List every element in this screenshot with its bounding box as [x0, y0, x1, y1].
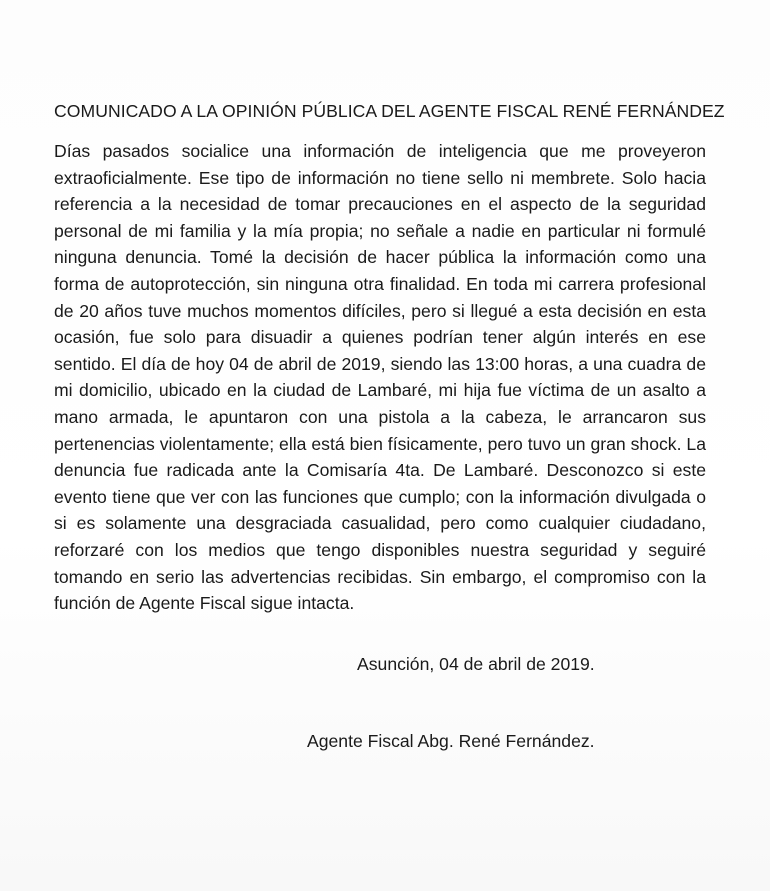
document-body: Días pasados socialice una información de inteligencia que me proveyeron extraoficialmente. Ese tipo de información no tiene sello ni membrete. Solo hacia referencia a la necesidad de tomar precauciones en el aspecto de la seguridad personal de mi familia y la mía propia; no señale a nadie en particular ni formulé ninguna denuncia. Tomé la decisión de hacer pública la información como una forma de autoprotección, sin ninguna otra finalidad. En toda mi carrera profesional de 20 años tuve muchos momentos difíciles, pero si llegué a esta decisión en esta ocasión, fue solo para disuadir a quienes podrían tener algún interés en ese sentido. El día de hoy 04 de abril de 2019, siendo las 13:00 horas, a una cuadra de mi domicilio, ubicado en la ciudad de Lambaré, mi hija fue víctima de un asalto a mano armada, le apuntaron con una pistola a la cabeza, le arrancaron sus pertenencias violentamente; ella está bien físicamente, pero tuvo un gran shock. La denuncia fue radicada ante la Comisaría 4ta. De Lambaré. Desconozco si este evento tiene que ver con las funciones que cumplo; con la información divulgada o si es solamente una desgraciada casualidad, pero como cualquier ciudadano, reforzaré con los medios que tengo disponibles nuestra seguridad y seguiré tomando en serio las advertencias recibidas. Sin embargo, el compromiso con la función de Agente Fiscal sigue intacta. [54, 141, 706, 614]
document-title: COMUNICADO A LA OPINIÓN PÚBLICA DEL AGENTE FISCAL RENÉ FERNÁNDEZ [54, 101, 725, 121]
document-date: Asunción, 04 de abril de 2019. [357, 654, 595, 674]
document-signature: Agente Fiscal Abg. René Fernández. [307, 731, 595, 751]
